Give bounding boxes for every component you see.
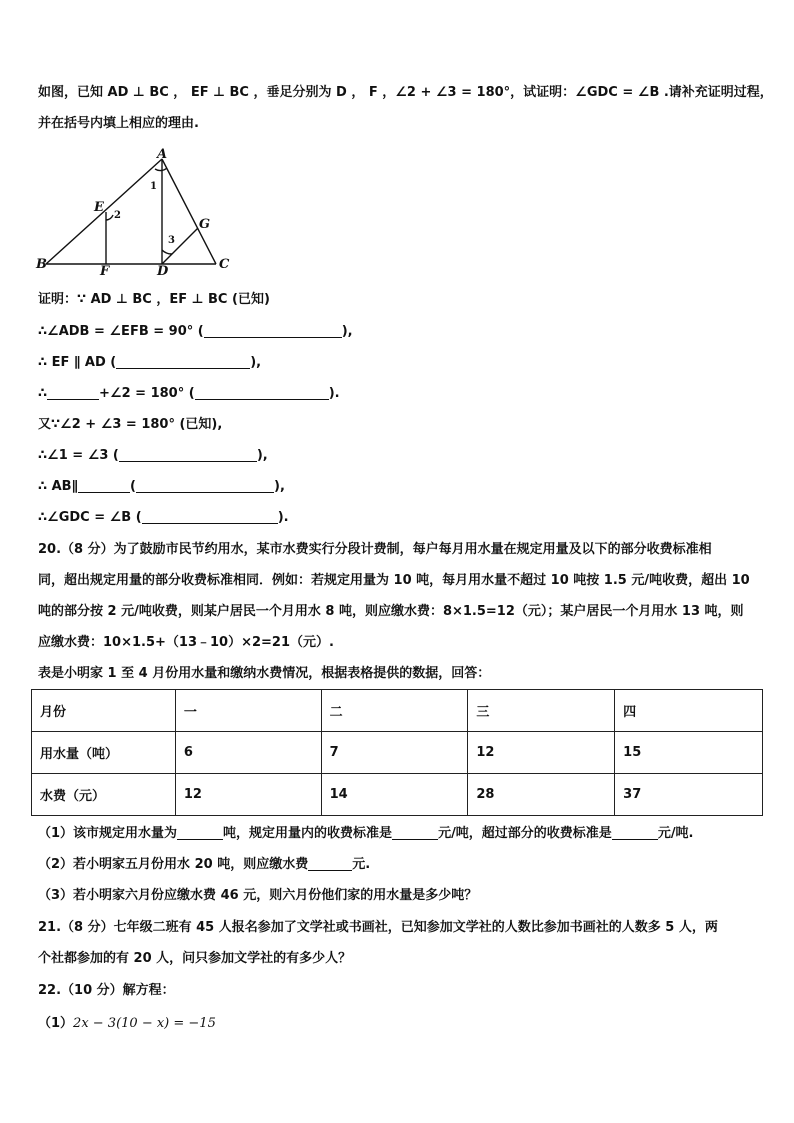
- blank-may-fee[interactable]: [308, 856, 352, 871]
- blank-base-rate[interactable]: [392, 825, 438, 840]
- proof-line-2: ∴∠ADB = ∠EFB = 90° ( ),: [38, 324, 353, 339]
- table-header-row: [32, 690, 763, 732]
- table-row: [32, 732, 763, 774]
- table-header: 三: [468, 690, 615, 732]
- angle-3-arc: [162, 250, 172, 254]
- table-header: 月份: [32, 690, 176, 732]
- table-cell: 水费（元）: [32, 774, 176, 816]
- blank-reason-5[interactable]: [136, 478, 274, 493]
- table-row: [32, 774, 763, 816]
- label-d: D: [157, 264, 169, 276]
- proof-line-5: 又∵∠2 + ∠3 = 180° (已知),: [38, 417, 223, 432]
- table-cell: 15: [615, 732, 763, 774]
- table-cell: 28: [468, 774, 615, 816]
- blank-angle[interactable]: [47, 385, 99, 400]
- proof-line-8: ∴∠GDC = ∠B ( ).: [38, 510, 289, 525]
- proof-line-6: ∴∠1 = ∠3 ( ),: [38, 448, 268, 463]
- table-header: 四: [615, 690, 763, 732]
- blank-line[interactable]: [78, 478, 130, 493]
- segment-dg: [162, 228, 198, 264]
- q20-line-3: 吨的部分按 2 元/吨收费，则某户居民一个月用水 8 吨，则应缴水费：8×1.5=12（元）；某户居民一个月用水 13 吨，则: [38, 604, 744, 619]
- label-b: B: [36, 257, 47, 272]
- label-g: G: [199, 217, 211, 232]
- blank-reason-4[interactable]: [119, 447, 257, 462]
- label-e: E: [94, 200, 104, 215]
- blank-extra-rate[interactable]: [612, 825, 658, 840]
- angle-2-arc: [106, 215, 113, 220]
- angle-1-arc: [155, 168, 167, 171]
- proof-line-4: ∴ +∠2 = 180° ( ).: [38, 386, 340, 401]
- segment-ba: [46, 159, 162, 264]
- water-fee-table: [31, 689, 763, 816]
- blank-reason-3[interactable]: [195, 385, 329, 400]
- q20-table-intro: 表是小明家 1 至 4 月份用水量和缴纳水费情况，根据表格提供的数据，回答：: [38, 666, 491, 681]
- table-cell: 12: [175, 774, 321, 816]
- table-cell: 14: [321, 774, 468, 816]
- q20-sub-2: （2）若小明家五月份用水 20 吨，则应缴水费 元.: [38, 857, 371, 872]
- label-angle-1: 1: [150, 181, 157, 192]
- blank-limit[interactable]: [177, 825, 223, 840]
- intro-line-1: 如图，已知 AD ⊥ BC ， EF ⊥ BC ，垂足分别为 D ， F ，∠2 + ∠3 = 180°，试证明：∠GDC = ∠B .请补充证明过程，: [38, 85, 773, 100]
- label-angle-2: 2: [114, 210, 121, 221]
- label-a: A: [157, 147, 168, 162]
- q20-sub-3: （3）若小明家六月份应缴水费 46 元，则六月份他们家的用水量是多少吨？: [38, 888, 478, 903]
- q20-line-1: 20.（8 分）为了鼓励市民节约用水，某市水费实行分段计费制，每户每月用水量在规定用量及以下的部分收费标准相: [38, 542, 712, 557]
- q20-line-4: 应缴水费：10×1.5+（13﹣10）×2=21（元）.: [38, 635, 334, 650]
- segment-ac: [162, 159, 216, 264]
- table-cell: 7: [321, 732, 468, 774]
- blank-reason-6[interactable]: [142, 509, 278, 524]
- triangle-figure: [30, 146, 250, 276]
- proof-line-3: ∴ EF ∥ AD ( ),: [38, 355, 262, 370]
- table-cell: 12: [468, 732, 615, 774]
- label-f: F: [100, 264, 110, 276]
- proof-line-1: 证明：∵ AD ⊥ BC ，EF ⊥ BC (已知): [38, 292, 270, 307]
- table-header: 一: [175, 690, 321, 732]
- q20-line-2: 同，超出规定用量的部分收费标准相同．例如：若规定用量为 10 吨，每月用水量不超过 10 吨按 1.5 元/吨收费，超出 10: [38, 573, 750, 588]
- q22-title: 22.（10 分）解方程：: [38, 983, 175, 998]
- q21-line-2: 个社都参加的有 20 人，问只参加文学社的有多少人？: [38, 951, 352, 966]
- table-cell: 37: [615, 774, 763, 816]
- blank-reason-2[interactable]: [116, 354, 250, 369]
- table-cell: 6: [175, 732, 321, 774]
- blank-reason-1[interactable]: [204, 323, 342, 338]
- proof-line-7: ∴ AB∥ ( ),: [38, 479, 285, 494]
- q21-line-1: 21.（8 分）七年级二班有 45 人报名参加了文学社或书画社，已知参加文学社的人数比参加书画社的人数多 5 人，两: [38, 920, 718, 935]
- table-cell: 用水量（吨）: [32, 732, 176, 774]
- label-angle-3: 3: [168, 235, 175, 246]
- q20-sub-1: （1）该市规定用水量为 吨，规定用量内的收费标准是 元/吨，超过部分的收费标准是 元/吨.: [38, 826, 694, 841]
- intro-line-2: 并在括号内填上相应的理由.: [38, 116, 199, 131]
- q22-equation-1: （1）2x − 3(10 − x) = −15: [38, 1016, 216, 1031]
- label-c: C: [219, 257, 230, 272]
- table-header: 二: [321, 690, 468, 732]
